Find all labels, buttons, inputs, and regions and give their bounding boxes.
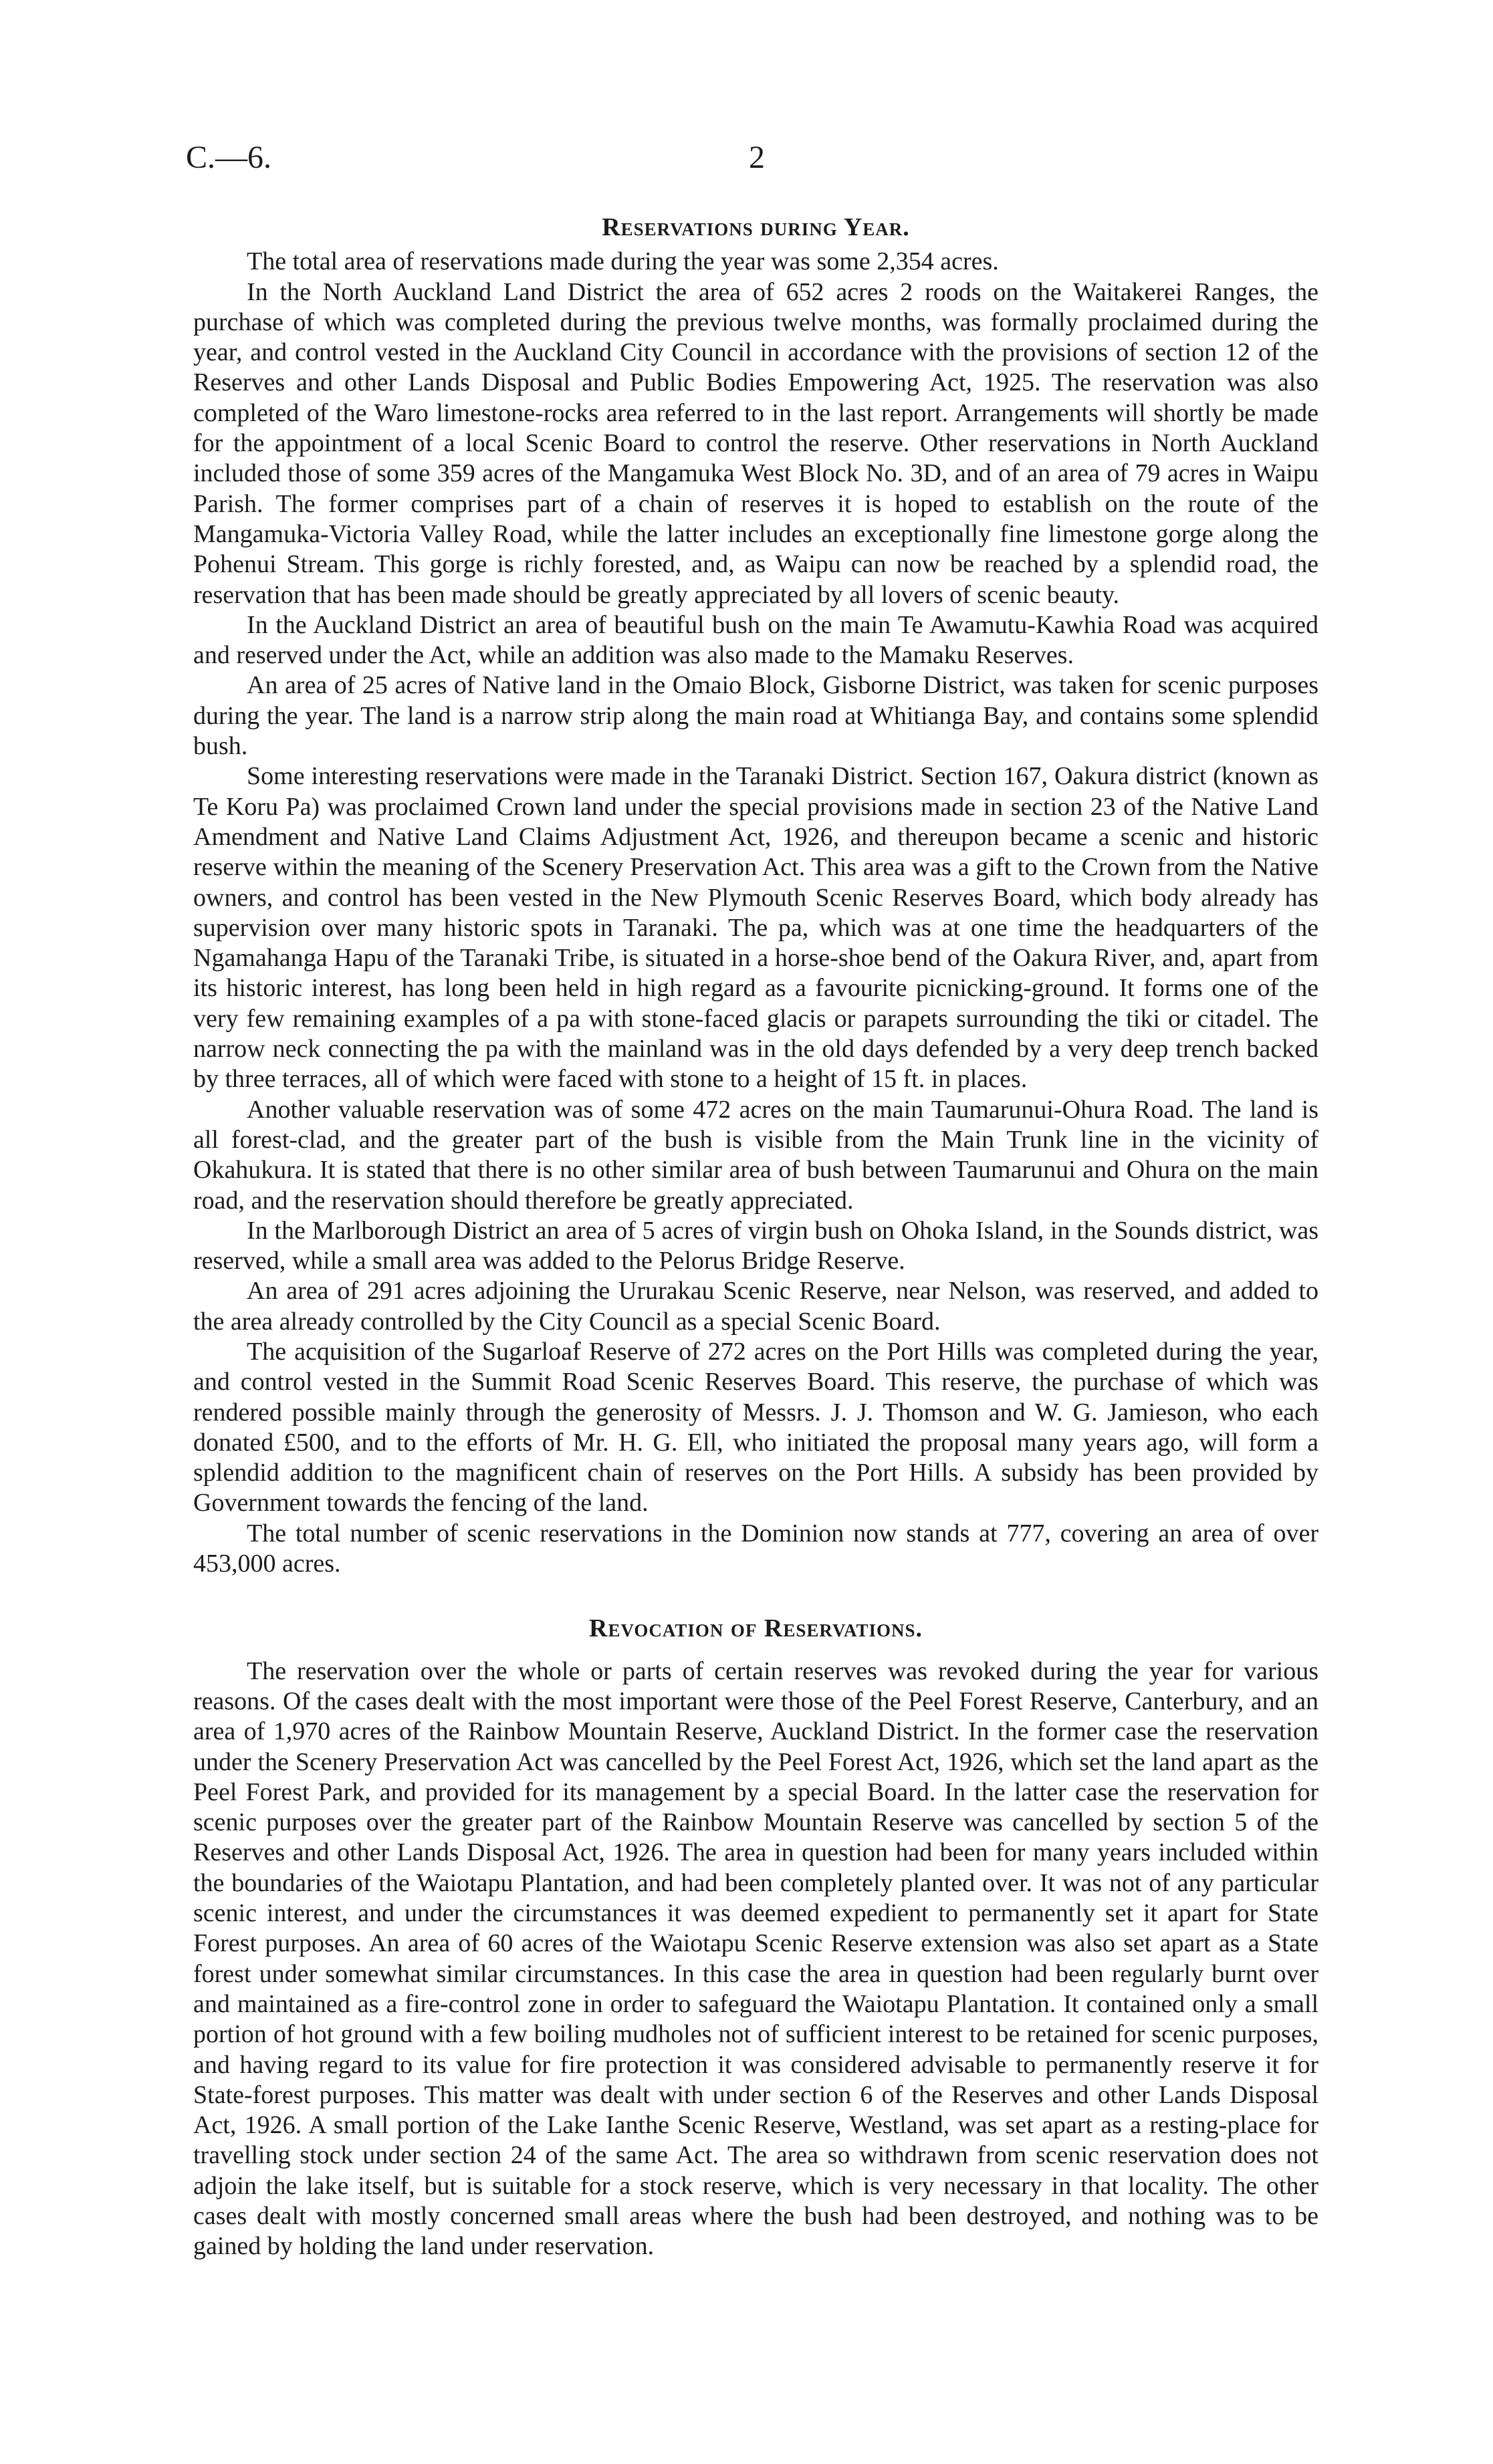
paragraph: In the Auckland District an area of beautiful bush on the main Te Awamutu-Kawhia Road was acquired and reserved under the Act, while an addition was also made to the Mamaku Reserves.	[193, 610, 1318, 670]
paragraph: The reservation over the whole or parts of certain reserves was revoked during the year for various reasons. Of the cases dealt with the most important were those of the Peel Forest Reserve, Canterbury, and an area of 1,970 acres of the Rainbow Mountain Reserve, Auckland District. In the former case the reservation under the Scenery Preservation Act was cancelled by the Peel Forest Act, 1926, which set the land apart as the Peel Forest Park, and provided for its management by a special Board. In the latter case the reservation for scenic purposes over the greater part of the Rainbow Mountain Reserve was cancelled by section 5 of the Reserves and other Lands Disposal Act, 1926. The area in question had been for many years included within the boundaries of the Waiotapu Plantation, and had been completely planted over. It was not of any particular scenic interest, and under the circumstances it was deemed expedient to permanently set it apart for State Forest purposes. An area of 60 acres of the Waiotapu Scenic Reserve extension was also set apart as a State forest under somewhat similar circumstances. In this case the area in question had been regularly burnt over and maintained as a fire-control zone in order to safeguard the Waiotapu Plantation. It contained only a small portion of hot ground with a few boiling mudholes not of sufficient interest to be retained for scenic purposes, and having regard to its value for fire protection it was considered advisable to permanently reserve it for State-forest purposes. This matter was dealt with under section 6 of the Reserves and other Lands Disposal Act, 1926. A small portion of the Lake Ianthe Scenic Reserve, Westland, was set apart as a resting-place for travelling stock under section 24 of the same Act. The area so withdrawn from scenic reservation does not adjoin the lake itself, but is suitable for a stock reserve, which is very necessary in that locality. The other cases dealt with mostly concerned small areas where the bush had been destroyed, and nothing was to be gained by holding the land under reservation.	[193, 1656, 1318, 2261]
paragraph: In the North Auckland Land District the area of 652 acres 2 roods on the Waitakerei Ranges, the purchase of which was completed during the previous twelve months, was formally proclaimed during the year, and control vested in the Auckland City Council in accordance with the provisions of section 12 of the Reserves and other Lands Disposal and Public Bodies Empowering Act, 1925. The reservation was also completed of the Waro limestone-rocks area referred to in the last report. Arrangements will shortly be made for the appointment of a local Scenic Board to control the reserve. Other reservations in North Auckland included those of some 359 acres of the Mangamuka West Block No. 3D, and of an area of 79 acres in Waipu Parish. The former comprises part of a chain of reserves it is hoped to establish on the route of the Mangamuka-Victoria Valley Road, while the latter includes an exceptionally fine limestone gorge along the Pohenui Stream. This gorge is richly forested, and, as Waipu can now be reached by a splendid road, the reservation that has been made should be greatly appreciated by all lovers of scenic beauty.	[193, 277, 1318, 609]
paragraph: Some interesting reservations were made in the Taranaki District. Section 167, Oakura district (known as Te Koru Pa) was proclaimed Crown land under the special provisions made in section 23 of the Native Land Amendment and Native Land Claims Adjustment Act, 1926, and thereupon became a scenic and historic reserve within the meaning of the Scenery Preservation Act. This area was a gift to the Crown from the Native owners, and control has been vested in the New Plymouth Scenic Reserves Board, which body already has supervision over many historic spots in Taranaki. The pa, which was at one time the headquarters of the Ngamahanga Hapu of the Taranaki Tribe, is situated in a horse-shoe bend of the Oakura River, and, apart from its historic interest, has long been held in high regard as a favourite picnicking-ground. It forms one of the very few remaining examples of a pa with stone-faced glacis or parapets surrounding the tiki or citadel. The narrow neck connecting the pa with the mainland was in the old days defended by a very deep trench backed by three terraces, all of which were faced with stone to a height of 15 ft. in places.	[193, 762, 1318, 1094]
page-header	[186, 139, 1316, 193]
paragraph: The total area of reservations made during the year was some 2,354 acres.	[247, 247, 999, 276]
page-number: 2	[749, 140, 765, 175]
document-reference: C.—6.	[186, 140, 272, 175]
paragraph: In the Marlborough District an area of 5 acres of virgin bush on Ohoka Island, in the Sounds district, was reserved, while a small area was added to the Pelorus Bridge Reserve.	[193, 1216, 1318, 1275]
section-heading-reservations: Reservations during Year.	[602, 213, 910, 241]
paragraph: An area of 25 acres of Native land in the Omaio Block, Gisborne District, was taken for scenic purposes during the year. The land is a narrow strip along the main road at Whitianga Bay, and contains some splendid bush.	[193, 671, 1318, 761]
paragraph: An area of 291 acres adjoining the Ururakau Scenic Reserve, near Nelson, was reserved, and added to the area already controlled by the City Council as a special Scenic Board.	[193, 1277, 1318, 1336]
section-heading-revocation: Revocation of Reservations.	[589, 1614, 923, 1643]
paragraph: The total number of scenic reservations in the Dominion now stands at 777, covering an area of over 453,000 acres.	[193, 1519, 1318, 1578]
document-body	[193, 213, 1318, 2262]
paragraph: The acquisition of the Sugarloaf Reserve of 272 acres on the Port Hills was completed during the year, and control vested in the Summit Road Scenic Reserves Board. This reserve, the purchase of which was rendered possible mainly through the generosity of Messrs. J. J. Thomson and W. G. Jamieson, who each donated £500, and to the efforts of Mr. H. G. Ell, who initiated the proposal many years ago, will form a splendid addition to the magnificent chain of reserves on the Port Hills. A subsidy has been provided by Government towards the fencing of the land.	[193, 1337, 1318, 1517]
paragraph: Another valuable reservation was of some 472 acres on the main Taumarunui-Ohura Road. The land is all forest-clad, and the greater part of the bush is visible from the Main Trunk line in the vicinity of Okahukura. It is stated that there is no other similar area of bush between Taumarunui and Ohura on the main road, and the reservation should therefore be greatly appreciated.	[193, 1095, 1318, 1215]
